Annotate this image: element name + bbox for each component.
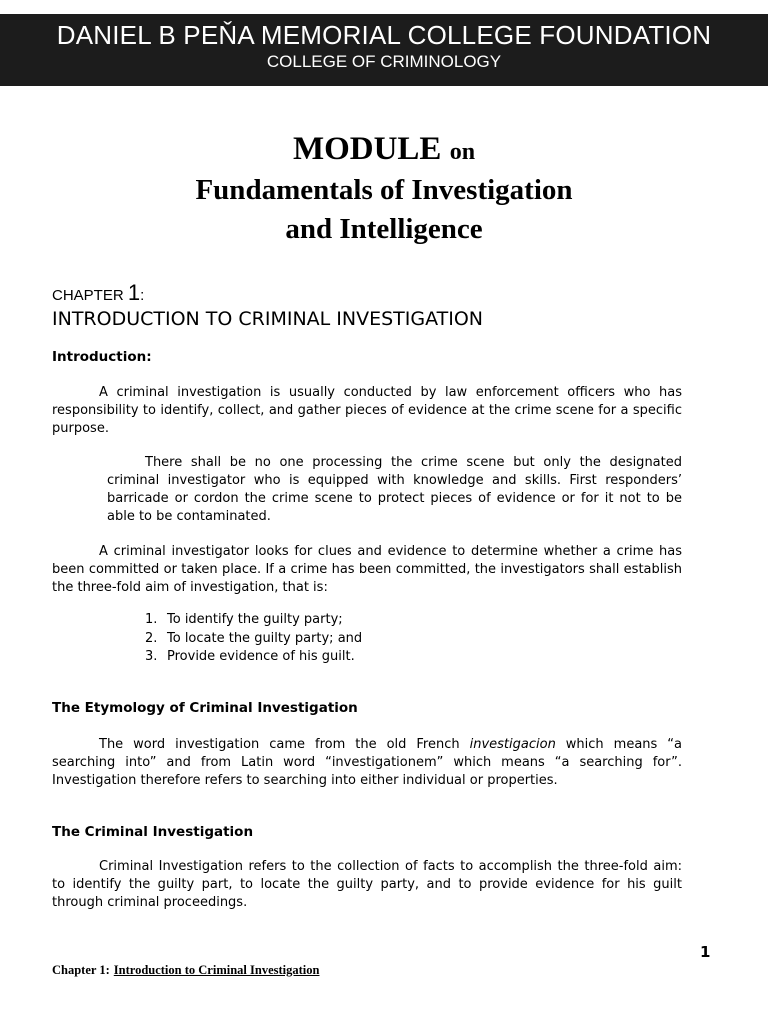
etymology-paragraph [52, 736, 682, 790]
etymology-text-after: which means “a searching into” and from Latin word “investigationem” which means “a searching for”. Investigation therefore refers to searching into either individual or properties. [52, 737, 682, 788]
three-fold-aim-list [145, 611, 362, 667]
page-footer [52, 963, 319, 978]
page-number: 1 [700, 943, 711, 961]
etymology-french-word: investigacion [469, 737, 556, 752]
chapter-number: 1 [127, 280, 141, 305]
etymology-text-before: The word investigation came from the old French [99, 737, 470, 752]
module-title-line1 [0, 130, 768, 171]
module-title-line3: and Intelligence [285, 213, 483, 245]
chapter-suffix: : [140, 287, 145, 304]
college-name: COLLEGE OF CRIMINOLOGY [266, 52, 502, 71]
header-banner [0, 14, 768, 86]
introduction-heading: Introduction: [52, 349, 152, 365]
list-item-number: 1. [145, 612, 158, 627]
list-item-number: 2. [145, 630, 158, 646]
criminal-investigation-paragraph: Criminal Investigation refers to the collection of facts to accomplish the three-fold aim: to identify the guilty part, to locate the guilty party, and to provide evidence for his guilt through criminal proceedings. [52, 859, 682, 910]
module-title [0, 130, 768, 249]
module-title-line2: Fundamentals of Investigation [195, 174, 573, 206]
module-word: MODULE [292, 131, 442, 167]
module-on-word: on [449, 139, 476, 165]
list-item-text: To locate the guilty party; and [167, 630, 363, 646]
list-item [145, 648, 362, 667]
footer-chapter-title: Introduction to Criminal Investigation [113, 963, 320, 977]
list-item [145, 630, 362, 649]
list-item-text: To identify the guilty party; [167, 612, 343, 627]
chapter-title: INTRODUCTION TO CRIMINAL INVESTIGATION [52, 308, 484, 330]
list-item-text: Provide evidence of his guilt. [167, 649, 355, 664]
introduction-paragraph-2: There shall be no one processing the crime scene but only the designated criminal investigator who is equipped with knowledge and skills. First responders’ barricade or cordon the crime scene to protect pieces of evidence or for it not to be able to be contaminated. [107, 455, 682, 524]
footer-chapter-label: Chapter 1: [52, 963, 110, 977]
institution-name: DANIEL B PEŇA MEMORIAL COLLEGE FOUNDATION [56, 20, 712, 50]
list-item-number: 3. [145, 649, 158, 664]
chapter-label [52, 280, 144, 309]
introduction-paragraph-1: A criminal investigation is usually conducted by law enforcement officers who has responsibility to identify, collect, and gather pieces of evidence at the crime scene for a specific purpose. [52, 385, 682, 436]
list-item [145, 611, 362, 630]
introduction-paragraph-3: A criminal investigator looks for clues and evidence to determine whether a crime has been committed or taken place. If a crime has been committed, the investigators shall establish the three-fold aim of investigation, that is: [52, 544, 682, 595]
chapter-prefix: CHAPTER [52, 287, 128, 304]
criminal-investigation-heading: The Criminal Investigation [52, 824, 254, 840]
etymology-heading: The Etymology of Criminal Investigation [52, 700, 358, 716]
